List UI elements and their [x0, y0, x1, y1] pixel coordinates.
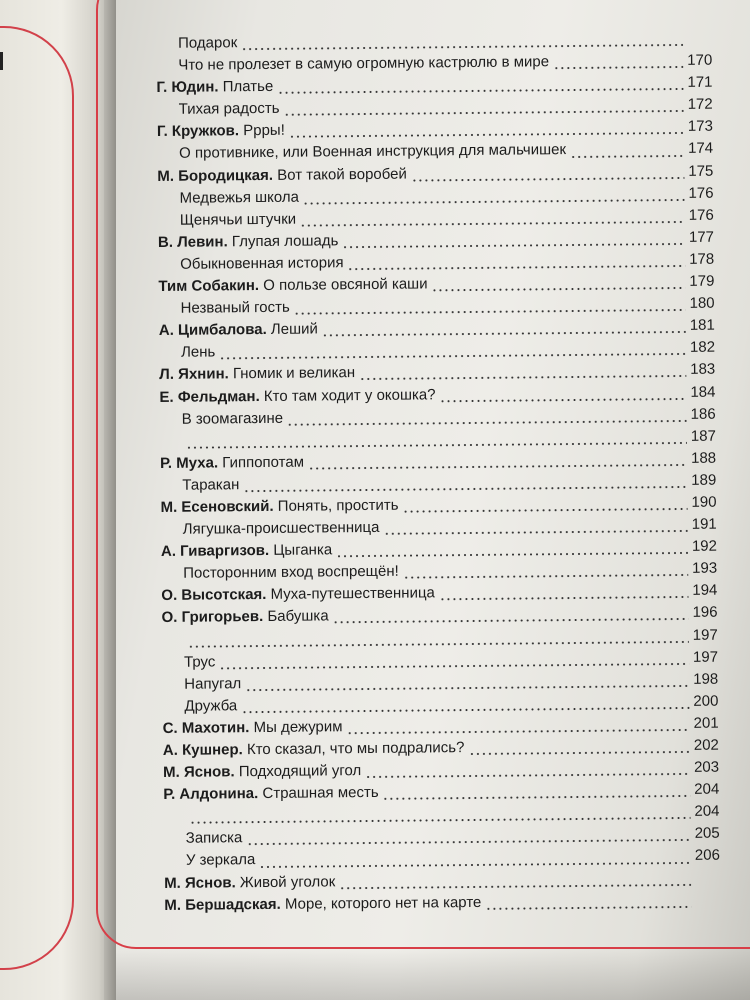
toc-dot-leader: [300, 220, 685, 228]
toc-author: М. Бершадская.: [164, 895, 281, 914]
toc-dot-leader: [277, 87, 683, 95]
toc-title: Кто сказал, что мы подрались?: [246, 739, 465, 759]
toc-page-number: 197: [692, 648, 719, 666]
toc-dot-leader: [336, 551, 688, 558]
toc-dot-leader: [190, 816, 691, 825]
toc-title: Трус: [183, 653, 216, 671]
toc-page-number: 170: [687, 51, 713, 69]
toc-page-number: 186: [690, 405, 716, 423]
toc-author: А. Гиваргизов.: [160, 542, 270, 561]
toc-dot-leader: [284, 109, 684, 117]
toc-title: Мы дежурим: [253, 718, 343, 737]
toc-author: М. Есеновский.: [160, 497, 274, 516]
toc-dot-leader: [570, 153, 684, 158]
toc-title: Глупая лошадь: [231, 232, 339, 251]
toc-dot-leader: [403, 507, 688, 514]
toc-dot-leader: [241, 706, 689, 714]
toc-dot-leader: [432, 286, 686, 292]
toc-title: О пользе овсяной каши: [263, 275, 428, 295]
toc-dot-leader: [186, 441, 687, 450]
toc-page-number: 197: [692, 626, 718, 644]
toc-page-number: 194: [692, 581, 718, 600]
toc-title: Записка: [185, 829, 243, 848]
toc-page-number: 191: [691, 515, 717, 533]
toc-entry-text: [159, 321, 318, 340]
toc-author: Е. Фельдман.: [159, 387, 260, 406]
toc-page-number: 189: [691, 471, 717, 489]
toc-entry-text: [160, 476, 239, 494]
toc-entry-text: [164, 830, 243, 848]
toc-entry-text: [161, 563, 399, 582]
toc-entry-text: [160, 409, 284, 427]
toc-page-number: 204: [694, 780, 720, 799]
toc-page-number: 196: [692, 604, 718, 622]
toc-dot-leader: [383, 794, 691, 801]
toc-entry-text: [156, 53, 549, 74]
toc-page-number: 198: [693, 670, 719, 688]
toc-entry-text: [158, 232, 339, 251]
toc-entry-text: [156, 34, 237, 52]
toc-author: Тим Собакин.: [158, 277, 260, 296]
toc-entry-text: [163, 739, 465, 759]
toc-dot-leader: [348, 264, 686, 271]
toc-entry-text: [161, 541, 332, 560]
toc-entry-text: [158, 210, 296, 228]
toc-page-number: 193: [692, 559, 718, 578]
toc-entry-text: [164, 873, 335, 892]
toc-title: У зеркала: [185, 851, 256, 870]
toc-dot-leader: [322, 330, 686, 337]
toc-title: Лягушка-происшественница: [182, 518, 380, 538]
toc-entry-text: [160, 497, 398, 516]
toc-author: М. Яснов.: [162, 763, 235, 782]
toc-entry-text: [162, 675, 241, 693]
left-page-border: [0, 26, 74, 970]
toc-title: Посторонним вход воспрещён!: [183, 562, 399, 583]
toc-page-number: 201: [693, 714, 719, 732]
toc-entry-text: [164, 894, 481, 914]
toc-title: Ррры!: [243, 122, 285, 140]
toc-author: Р. Алдонина.: [163, 785, 259, 804]
toc-entry-text: [161, 585, 435, 605]
toc-dot-leader: [287, 419, 687, 427]
toc-author: А. Кушнер.: [162, 741, 243, 759]
toc-author: В. Левин.: [157, 233, 228, 251]
toc-title: Дружба: [184, 697, 238, 715]
toc-dot-leader: [294, 308, 686, 316]
toc-dot-leader: [485, 905, 691, 911]
toc-entry-text: [164, 852, 256, 870]
toc-entry-text: [161, 519, 380, 538]
toc-entry-text: [156, 78, 273, 96]
toc-entry-text: [157, 122, 285, 140]
toc-page-number: 184: [690, 383, 716, 401]
toc-entry-text: [157, 165, 407, 184]
toc-dot-leader: [188, 639, 689, 648]
toc-entry-text: [159, 386, 435, 406]
toc-entry-text: [163, 784, 379, 803]
toc-author: Г. Юдин.: [156, 78, 219, 97]
toc-title: Живой уголок: [239, 872, 336, 891]
toc-page-number: 205: [694, 825, 720, 843]
toc-author: Г. Кружков.: [156, 122, 240, 141]
toc-entry-text: [157, 100, 280, 118]
toc-dot-leader: [342, 242, 685, 249]
toc-author: О. Высотская.: [161, 586, 267, 605]
toc-dot-leader: [339, 883, 691, 890]
toc-page-number: 174: [688, 140, 714, 158]
toc-title: О противнике, или Военная инструкция для мальчишек: [179, 141, 567, 163]
toc-page-number: 176: [688, 206, 714, 224]
toc-page-number: 190: [691, 493, 717, 511]
toc-dot-leader: [403, 573, 688, 580]
toc-title: Вот такой воробей: [277, 165, 407, 184]
toc-title: Лень: [180, 343, 216, 362]
toc-dot-leader: [468, 750, 689, 756]
toc-dot-leader: [553, 65, 683, 70]
toc-page-number: 204: [694, 802, 720, 821]
toc-entry-text: [160, 453, 304, 471]
toc-entry-text: [162, 697, 237, 715]
toc-page-number: 176: [688, 184, 714, 202]
toc-entry-text: [157, 142, 566, 163]
toc-title: Кто там ходит у окошка?: [263, 385, 436, 405]
toc-page-number: 183: [690, 361, 716, 379]
toc-page-number: 202: [693, 736, 719, 754]
toc-dot-leader: [241, 43, 683, 51]
toc-page-number: 179: [689, 272, 715, 290]
toc-entry-text: [159, 344, 215, 362]
toc-title: Напугал: [184, 674, 242, 693]
toc-title: Море, которого нет на карте: [284, 893, 482, 913]
toc-title: Медвежья школа: [179, 188, 300, 207]
toc-title: Понять, простить: [277, 496, 399, 515]
toc-page-number: 180: [689, 294, 715, 313]
table-of-contents: [156, 30, 720, 919]
toc-page-number: 200: [693, 692, 719, 710]
toc-author: Р. Муха.: [160, 454, 219, 472]
toc-dot-leader: [243, 485, 687, 493]
toc-entry-text: [159, 299, 290, 317]
toc-entry-text: [163, 762, 361, 781]
toc-title: Гиппопотам: [222, 453, 305, 472]
toc-page-number: 171: [687, 73, 713, 92]
toc-entry-text: [163, 718, 343, 737]
toc-title: Цыганка: [273, 541, 333, 560]
page-shadow: [116, 950, 750, 1000]
toc-dot-leader: [333, 617, 689, 624]
toc-page-number: 181: [689, 316, 715, 335]
toc-title: Таракан: [182, 476, 240, 494]
toc-dot-leader: [245, 684, 689, 692]
left-page-text-fragment: [0, 52, 3, 70]
toc-dot-leader: [439, 595, 689, 601]
toc-dot-leader: [359, 374, 686, 381]
toc-page-number: 203: [693, 758, 720, 776]
toc-page-number: 188: [690, 449, 717, 467]
toc-page-number: 177: [688, 228, 715, 246]
toc-title: Тихая радость: [178, 100, 280, 119]
toc-author: О. Григорьев.: [161, 608, 264, 627]
toc-title: Щенячьи штучки: [179, 210, 297, 229]
toc-title: Муха-путешественница: [270, 584, 435, 604]
toc-page-number: 178: [689, 250, 715, 268]
toc-dot-leader: [308, 463, 687, 471]
toc-title: Страшная месть: [262, 784, 379, 803]
toc-title: Незваный гость: [180, 298, 290, 317]
toc-page-number: 187: [690, 427, 716, 445]
toc-dot-leader: [259, 860, 691, 868]
toc-dot-leader: [383, 529, 687, 536]
toc-title: Бабушка: [267, 607, 329, 626]
toc-title: Платье: [222, 78, 274, 96]
toc-entry-text: [158, 275, 427, 295]
toc-author: С. Махотин.: [162, 719, 250, 737]
toc-entry-text: [162, 608, 329, 627]
toc-page-number: 192: [691, 537, 718, 556]
toc-page-number: 206: [694, 847, 720, 865]
toc-title: Обыкновенная история: [180, 254, 344, 273]
toc-dot-leader: [246, 838, 690, 846]
toc-title: В зоомагазине: [181, 409, 284, 428]
left-page: [0, 0, 112, 1000]
toc-title: Подарок: [177, 34, 238, 52]
toc-title: Подходящий угол: [238, 762, 362, 781]
toc-entry-text: [158, 254, 343, 273]
toc-author: Л. Яхнин.: [159, 365, 229, 384]
toc-page-number: 182: [689, 338, 716, 357]
toc-page-number: 173: [687, 118, 713, 136]
toc-page-number: 172: [687, 95, 713, 114]
toc-dot-leader: [347, 728, 690, 735]
toc-dot-leader: [440, 396, 687, 402]
toc-title: Гномик и великан: [232, 364, 356, 383]
toc-dot-leader: [365, 772, 690, 779]
toc-entry-text: [157, 188, 299, 206]
toc-title: Леший: [270, 320, 318, 339]
toc-entry-text: [162, 653, 215, 671]
toc-entry-text: [159, 365, 355, 384]
toc-dot-leader: [303, 198, 685, 206]
toc-dot-leader: [219, 352, 686, 360]
toc-dot-leader: [411, 176, 685, 183]
toc-author: М. Бородицкая.: [157, 166, 274, 185]
toc-author: М. Яснов.: [164, 873, 236, 892]
toc-page-number: 175: [688, 162, 714, 180]
toc-title: Что не пролезет в самую огромную кастрюлю в мире: [178, 53, 550, 74]
toc-author: А. Цимбалова.: [158, 321, 267, 340]
toc-dot-leader: [289, 131, 684, 139]
toc-dot-leader: [219, 662, 689, 671]
